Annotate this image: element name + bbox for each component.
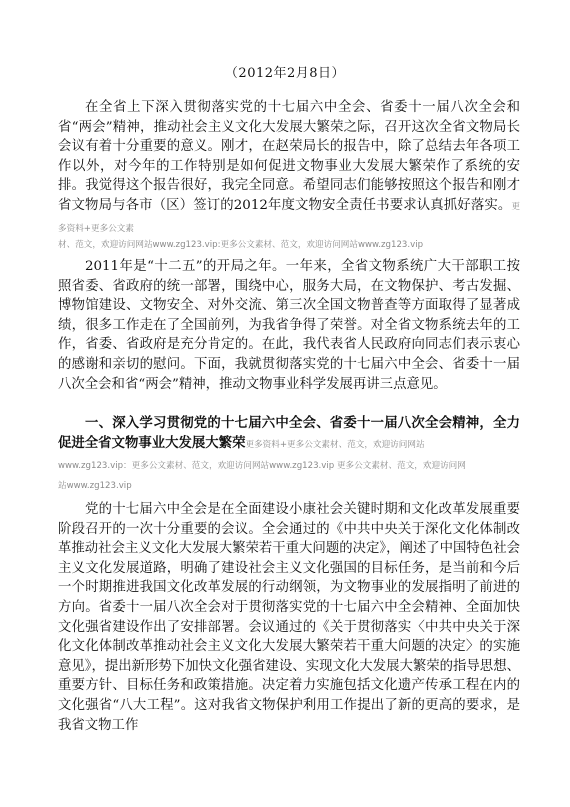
section-heading-1-text: 一、深入学习贯彻党的十七届六中全会、省委十一届八次全会精神，全力促进全省文物事业大发展大繁荣 <box>58 415 520 451</box>
paragraph-2: 2011年是“十二五”的开局之年。一年来，全省文物系统广大干部职工按照省委、省政府的统一部署，围绕中心，服务大局，在文物保护、考古发掘、博物馆建设、文物安全、对外交流、第三次全国文物普查等方面取得了显著成绩，很多工作走在了全国前列，为我省争得了荣誉。对全省文物系统去年的工作，省委、省政府是充分肯定的。在此，我代表省人民政府向同志们表示衷心的感谢和亲切的慰问。下面，我就贯彻落实党的十七届六中全会、省委十一届八次全会和省“两会”精神，推动文物事业科学发展再讲三点意见。 <box>58 259 520 392</box>
section-heading-1 <box>58 414 520 455</box>
paragraph-1-text: 在全省上下深入贯彻落实党的十七届六中全会、省委十一届八次全会和省“两会”精神，推动社会主义文化大发展大繁荣之际，召开这次全省文物局长会议有着十分重要的意义。刚才，在赵荣局长的报告中，除了总结去年各项工作以外，对今年的工作特别是如何促进文物事业大发展大繁荣作了系统的安排。我觉得这个报告很好，我完全同意。希望同志们能够按照这个报告和刚才省文物局与各市（区）签订的2012年度文物安全责任书要求认真抓好落实。 <box>58 100 520 213</box>
watermark-text-2b: www.zg123.vip：更多公文素材、范文，欢迎访问网站www.zg123.vip 更多公文素材、范文，欢迎访问网 <box>58 461 466 471</box>
watermark-text-1a: 更多资料+更多公文素 <box>58 201 520 234</box>
watermark-text-2c: 站www.zg123.vip <box>58 481 132 491</box>
watermark-text-1b: 材、范文，欢迎访问网站www.zg123.vip:更多公文素材、范文，欢迎访问网站www.zg123.vip <box>58 240 424 250</box>
paragraph-1 <box>58 98 520 239</box>
watermark-text-2a: 更多资料+更多公文素材、范文，欢迎访问网站 <box>245 439 425 450</box>
speech-date: （2012年2月8日） <box>224 66 346 81</box>
paragraph-3: 党的十七届六中全会是在全面建设小康社会关键时期和文化改革发展重要阶段召开的一次十分重要的会议。全会通过的《中共中央关于深化文化体制改革推动社会主义文化大发展大繁荣若干重大问题的决定》，阐述了中国特色社会主义文化发展道路，明确了建设社会主义文化强国的目标任务，是当前和今后一个时期推进我国文化改革发展的行动纲领，为文物事业的发展指明了前进的方向。省委十一届八次全会对于贯彻落实党的十七届六中全会精神、全面加快文化强省建设作出了安排部署。会议通过的《关于贯彻落实〈中共中央关于深化文化体制改革推动社会主义文化大发展大繁荣若干重大问题的决定〉的实施意见》，提出新形势下加快文化强省建设、实现文化大发展大繁荣的指导思想、重要方针、目标任务和政策措施。决定着力实施包括文化遗产传承工程在内的文化强省“八大工程”。这对我省文物保护利用工作提出了新的更高的要求，是我省文物工作 <box>58 502 520 733</box>
